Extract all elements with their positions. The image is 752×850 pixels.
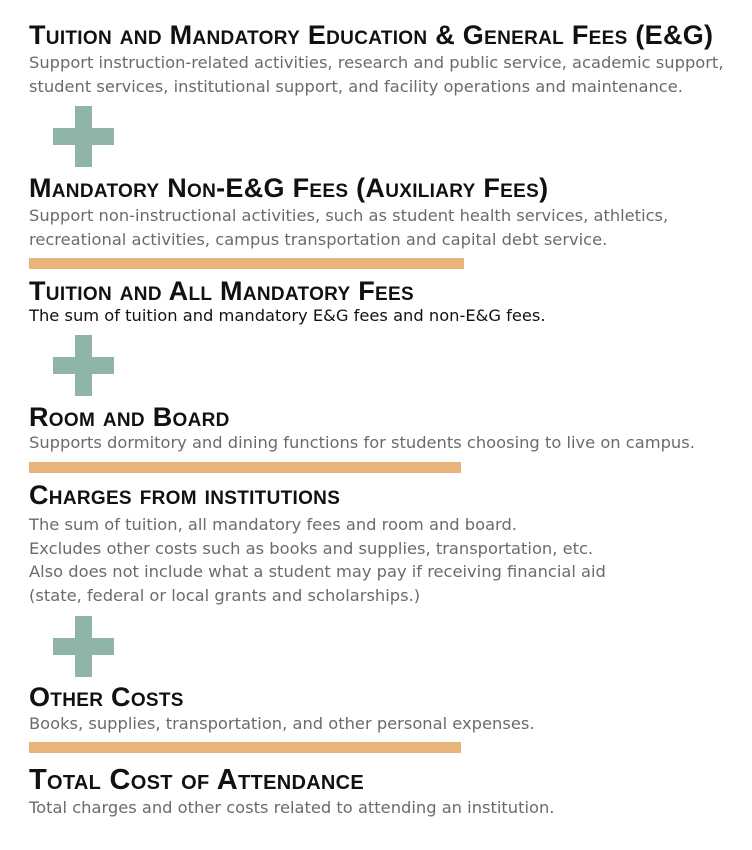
desc-line: recreational activities, campus transportation and capital debt service. bbox=[29, 229, 608, 249]
desc-tuition-eg-fees bbox=[29, 51, 724, 98]
plus-icon bbox=[53, 335, 114, 396]
heading-room-board: Room and Board bbox=[29, 402, 230, 432]
desc-line: The sum of tuition, all mandatory fees and room and board. bbox=[29, 515, 517, 534]
plus-icon-horizontal bbox=[53, 357, 114, 374]
desc-line: Supports dormitory and dining functions for students choosing to live on campus. bbox=[29, 433, 695, 452]
desc-non-eg-fees bbox=[29, 204, 668, 251]
desc-tuition-all-fees bbox=[29, 304, 546, 328]
heading-non-eg-fees: Mandatory Non-E&G Fees (Auxiliary Fees) bbox=[29, 173, 549, 203]
desc-line: Excludes other costs such as books and supplies, transportation, etc. bbox=[29, 538, 594, 558]
desc-line: Support instruction-related activities, research and public service, academic support, bbox=[29, 53, 724, 72]
heading-other-costs: Other Costs bbox=[29, 682, 184, 712]
desc-line: Books, supplies, transportation, and other personal expenses. bbox=[29, 714, 535, 733]
plus-icon-horizontal bbox=[53, 128, 114, 145]
sum-bar bbox=[29, 462, 461, 473]
desc-line: The sum of tuition and mandatory E&G fees and non-E&G fees. bbox=[29, 306, 546, 325]
plus-icon bbox=[53, 616, 114, 677]
heading-tuition-all-fees: Tuition and All Mandatory Fees bbox=[29, 276, 414, 306]
sum-bar bbox=[29, 258, 464, 269]
desc-total-cost bbox=[29, 796, 554, 820]
plus-icon bbox=[53, 106, 114, 167]
heading-charges-institutions: Charges from institutions bbox=[29, 480, 341, 510]
desc-line: (state, federal or local grants and scholarships.) bbox=[29, 585, 421, 605]
desc-charges-institutions bbox=[29, 513, 606, 607]
desc-line: Total charges and other costs related to attending an institution. bbox=[29, 798, 555, 817]
heading-total-cost: Total Cost of Attendance bbox=[29, 764, 365, 796]
desc-line: student services, institutional support, and facility operations and maintenance. bbox=[29, 76, 683, 96]
desc-room-board bbox=[29, 431, 695, 455]
desc-other-costs bbox=[29, 712, 535, 736]
heading-tuition-eg-fees: Tuition and Mandatory Education & General Fees (E&G) bbox=[29, 20, 714, 50]
desc-line: Also does not include what a student may pay if receiving financial aid bbox=[29, 562, 606, 581]
sum-bar bbox=[29, 742, 461, 753]
desc-line: Support non-instructional activities, such as student health services, athletics, bbox=[29, 206, 669, 225]
plus-icon-horizontal bbox=[53, 638, 114, 655]
